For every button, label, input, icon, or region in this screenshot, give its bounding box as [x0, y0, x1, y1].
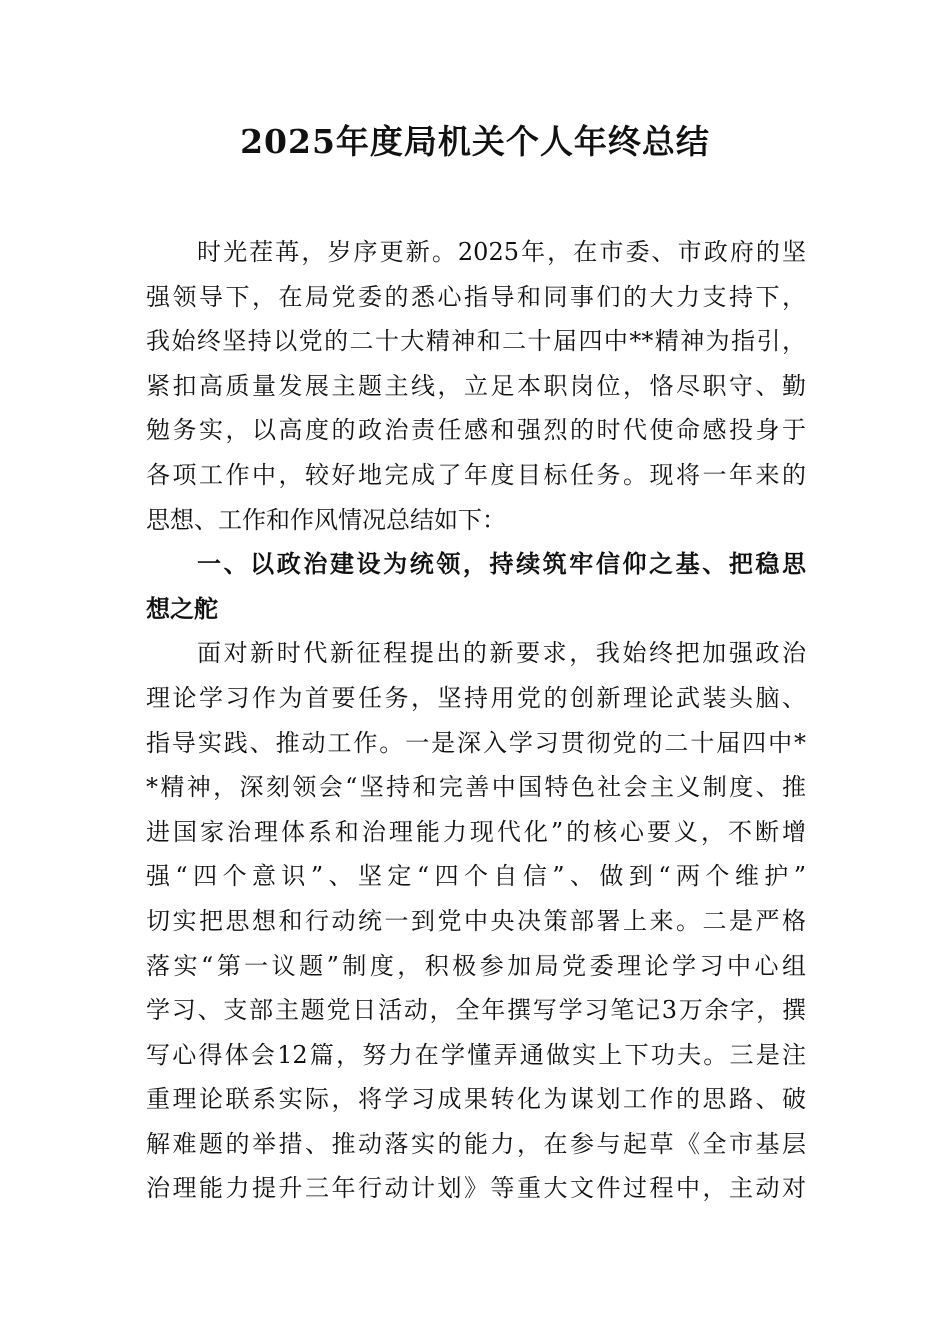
text-line: 勉务实，以高度的政治责任感和强烈的时代使命感投身于: [146, 416, 806, 445]
text-line: 进国家治理体系和治理能力现代化”的核心要义，不断增: [146, 817, 806, 846]
text-line: 强领导下，在局党委的悉心指导和同事们的大力支持下，: [146, 282, 806, 311]
text-line: 理论学习作为首要任务，坚持用党的创新理论武装头脑、: [146, 683, 806, 712]
text-line: *精神，深刻领会“坚持和完善中国特色社会主义制度、推: [146, 773, 806, 802]
text-line: 切实把思想和行动统一到党中央决策部署上来。二是严格: [146, 906, 806, 935]
text-line: 落实“第一议题”制度，积极参加局党委理论学习中心组: [146, 951, 806, 980]
document-title: 2025年度局机关个人年终总结: [240, 122, 710, 161]
text-line: 写心得体会12篇，努力在学懂弄通做实上下功夫。三是注: [146, 1040, 806, 1069]
text-line: 学习、支部主题党日活动，全年撰写学习笔记3万余字，撰: [146, 996, 806, 1025]
text-line: 强“四个意识”、坚定“四个自信”、做到“两个维护”: [146, 862, 806, 891]
heading-line: 想之舵: [146, 594, 218, 623]
text-line: 重理论联系实际，将学习成果转化为谋划工作的思路、破: [146, 1085, 806, 1114]
text-line: 各项工作中，较好地完成了年度目标任务。现将一年来的: [146, 460, 806, 489]
text-line: 紧扣高质量发展主题主线，立足本职岗位，恪尽职守、勤: [146, 371, 806, 400]
paragraph-intro: [146, 230, 806, 542]
text-line: 治理能力提升三年行动计划》等重大文件过程中，主动对: [146, 1174, 806, 1203]
text-line: 我始终坚持以党的二十大精神和二十届四中**精神为指引，: [146, 327, 806, 356]
heading-line: 一、以政治建设为统领，持续筑牢信仰之基、把稳思: [197, 550, 806, 579]
section-heading-1: [146, 542, 806, 631]
text-line: 解难题的举措、推动落实的能力，在参与起草《全市基层: [146, 1129, 806, 1158]
paragraph-section-1: [146, 631, 806, 1211]
document-body: [146, 230, 806, 1211]
text-line: 时光茬苒，岁序更新。2025年，在市委、市政府的坚: [197, 238, 806, 266]
text-line: 指导实践、推动工作。一是深入学习贯彻党的二十届四中*: [146, 728, 806, 757]
text-line: 面对新时代新征程提出的新要求，我始终把加强政治: [197, 639, 806, 668]
text-line: 思想、工作和作风情况总结如下：: [146, 505, 506, 534]
